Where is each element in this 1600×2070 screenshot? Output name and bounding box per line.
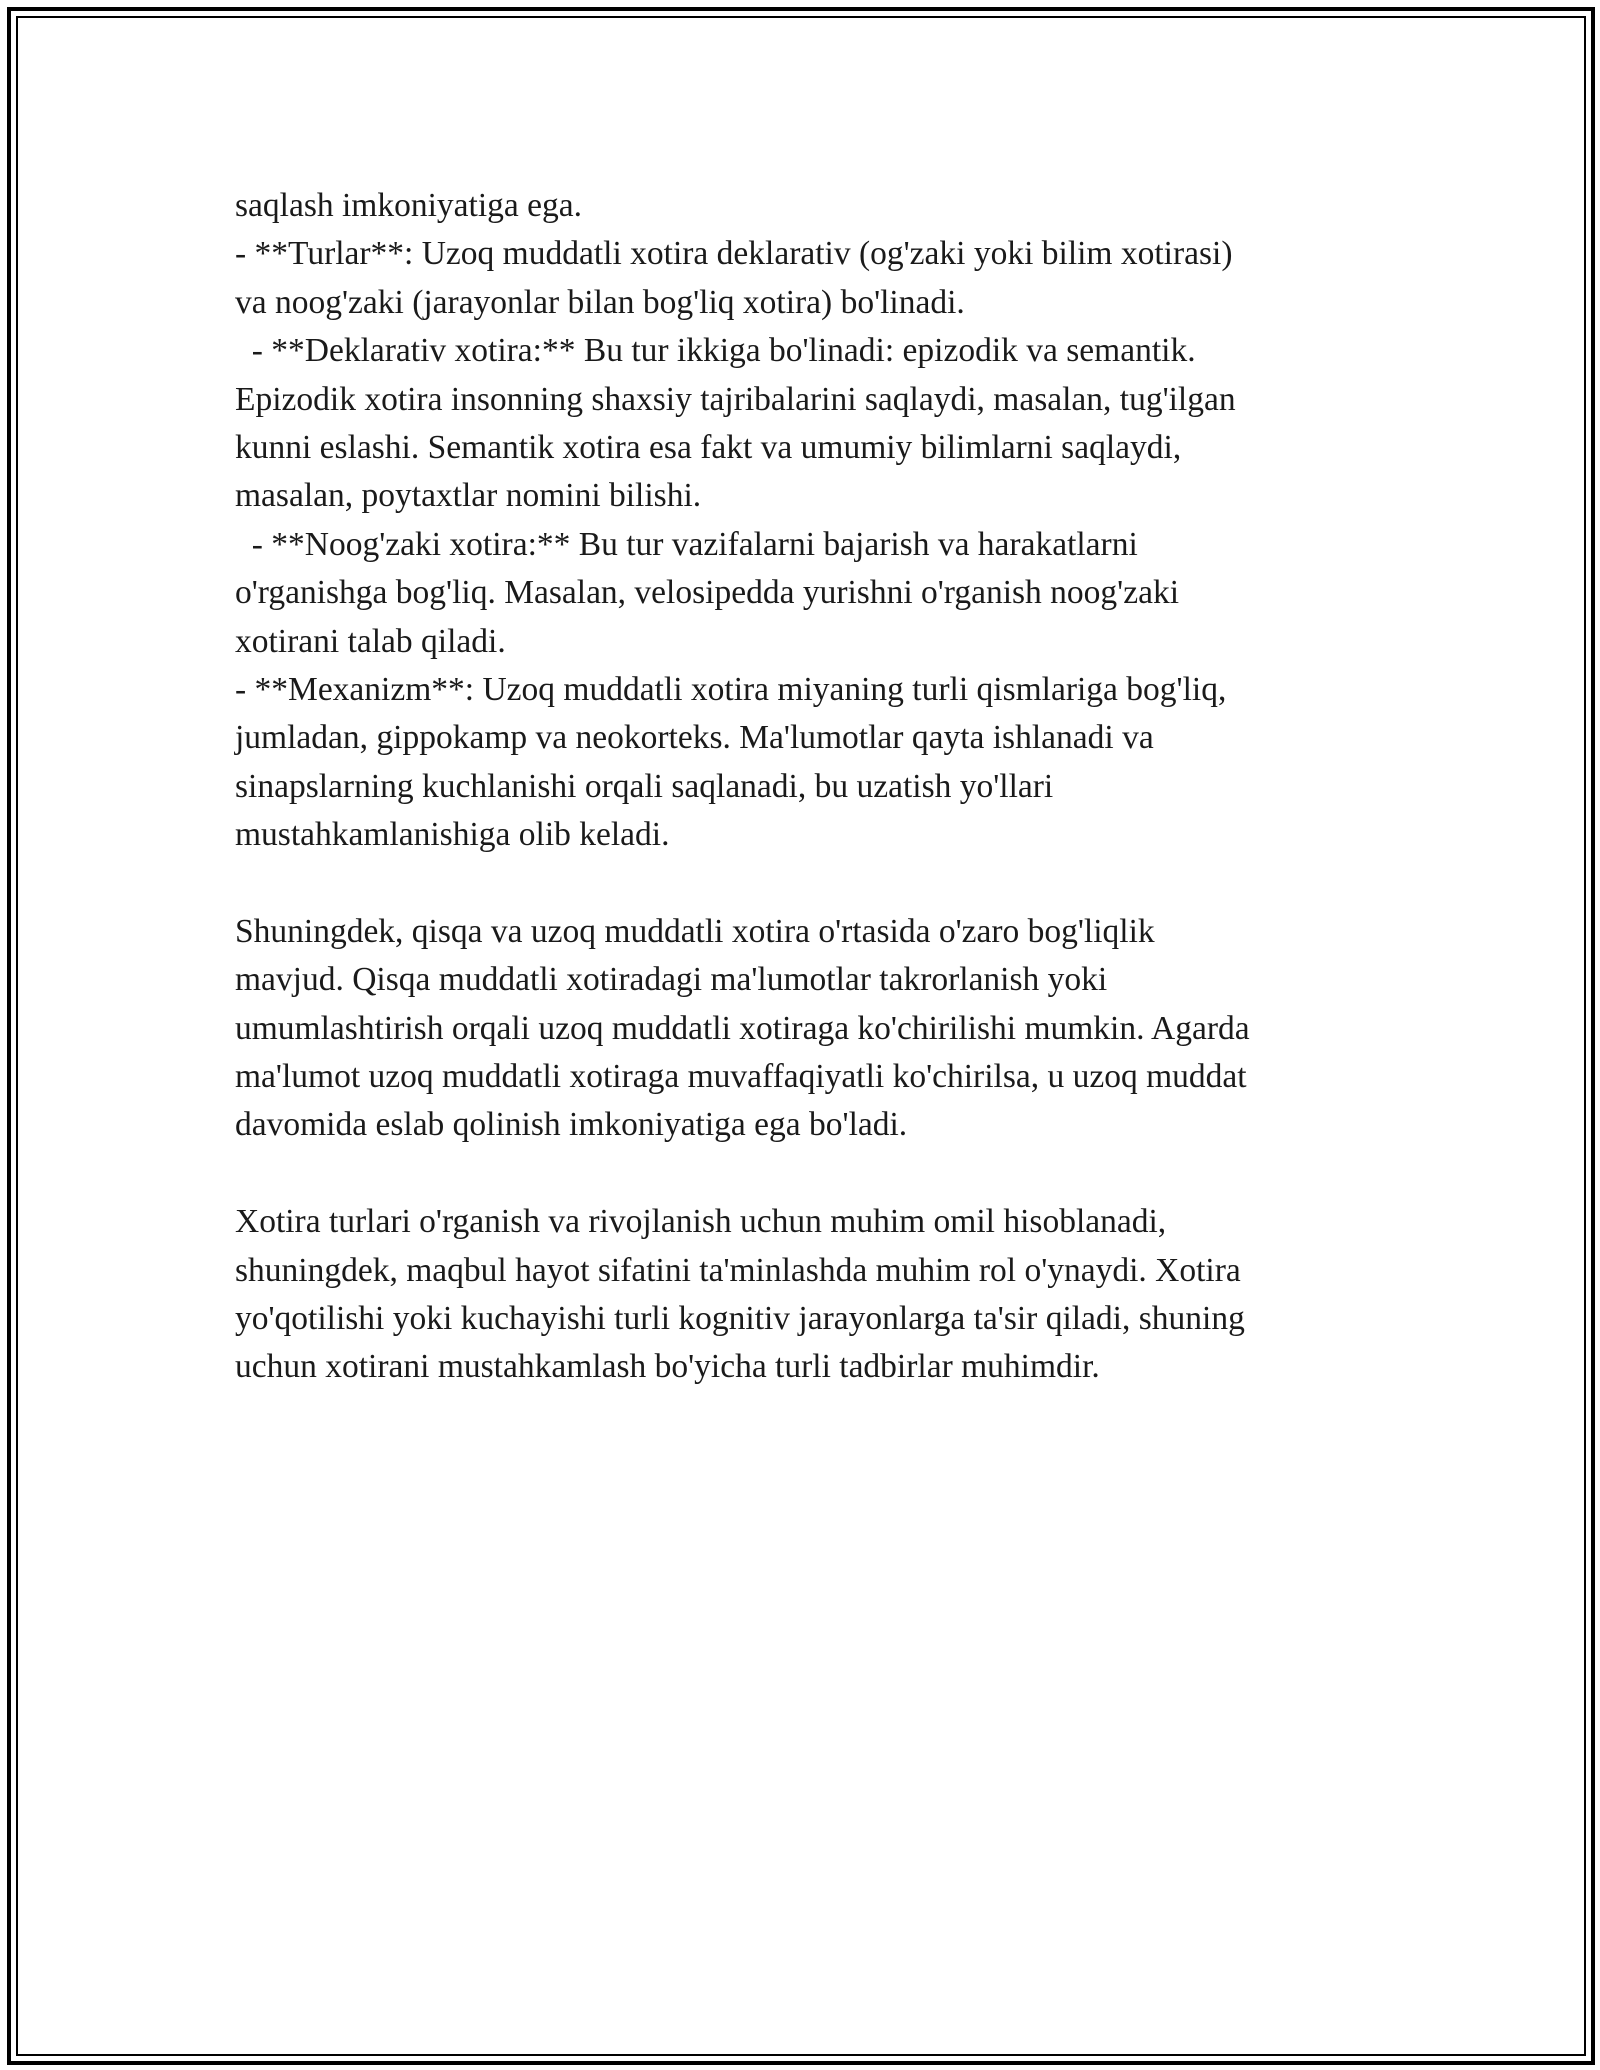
text-line: va noog'zaki (jarayonlar bilan bog'liq xotira) bo'linadi. <box>235 283 965 321</box>
text-line: davomida eslab qolinish imkoniyatiga ega bo'ladi. <box>235 1106 908 1144</box>
text-line: - **Noog'zaki xotira:** Bu tur vazifalarni bajarish va harakatlarni <box>235 525 1138 563</box>
text-line: ma'lumot uzoq muddatli xotiraga muvaffaqiyatli ko'chirilsa, u uzoq muddat <box>235 1058 1247 1096</box>
text-line: - **Turlar**: Uzoq muddatli xotira deklarativ (og'zaki yoki bilim xotirasi) <box>235 235 1233 273</box>
text-line: saqlash imkoniyatiga ega. <box>235 187 583 224</box>
paragraph-gap <box>235 1150 1375 1198</box>
paragraph-2 <box>235 908 1375 1150</box>
text-line: shuningdek, maqbul hayot sifatini ta'minlashda muhim rol o'ynaydi. Xotira <box>235 1251 1241 1289</box>
text-line: Shuningdek, qisqa va uzoq muddatli xotira o'rtasida o'zaro bog'liqlik <box>235 912 1155 950</box>
text-line: - **Deklarativ xotira:** Bu tur ikkiga bo'linadi: epizodik va semantik. <box>235 332 1196 370</box>
text-line: umumlashtirish orqali uzoq muddatli xotiraga ko'chirilishi mumkin. Agarda <box>235 1009 1250 1047</box>
text-line: Epizodik xotira insonning shaxsiy tajribalarini saqlaydi, masalan, tug'ilgan <box>235 380 1236 418</box>
text-line: Xotira turlari o'rganish va rivojlanish uchun muhim omil hisoblanadi, <box>235 1203 1167 1241</box>
text-line: o'rganishga bog'liq. Masalan, velosipedda yurishni o'rganish noog'zaki <box>235 574 1180 612</box>
text-line: kunni eslashi. Semantik xotira esa fakt va umumiy bilimlarni saqlaydi, <box>235 428 1182 466</box>
document-body <box>235 182 1375 1392</box>
text-line: uchun xotirani mustahkamlash bo'yicha turli tadbirlar muhimdir. <box>235 1348 1100 1386</box>
text-line: masalan, poytaxtlar nomini bilishi. <box>235 477 702 515</box>
text-line: jumladan, gippokamp va neokorteks. Ma'lumotlar qayta ishlanadi va <box>235 719 1154 757</box>
text-line: - **Mexanizm**: Uzoq muddatli xotira miyaning turli qismlariga bog'liq, <box>235 670 1227 708</box>
text-line: mustahkamlanishiga olib keladi. <box>235 816 670 854</box>
paragraph-3 <box>235 1198 1375 1392</box>
paragraph-gap <box>235 859 1375 907</box>
text-line: xotirani talab qiladi. <box>235 622 506 660</box>
text-line: yo'qotilishi yoki kuchayishi turli kognitiv jarayonlarga ta'sir qiladi, shuning <box>235 1299 1245 1337</box>
paragraph-1 <box>235 182 1375 859</box>
text-line: mavjud. Qisqa muddatli xotiradagi ma'lumotlar takrorlanish yoki <box>235 961 1108 999</box>
text-line: sinapslarning kuchlanishi orqali saqlanadi, bu uzatish yo'llari <box>235 767 1054 805</box>
